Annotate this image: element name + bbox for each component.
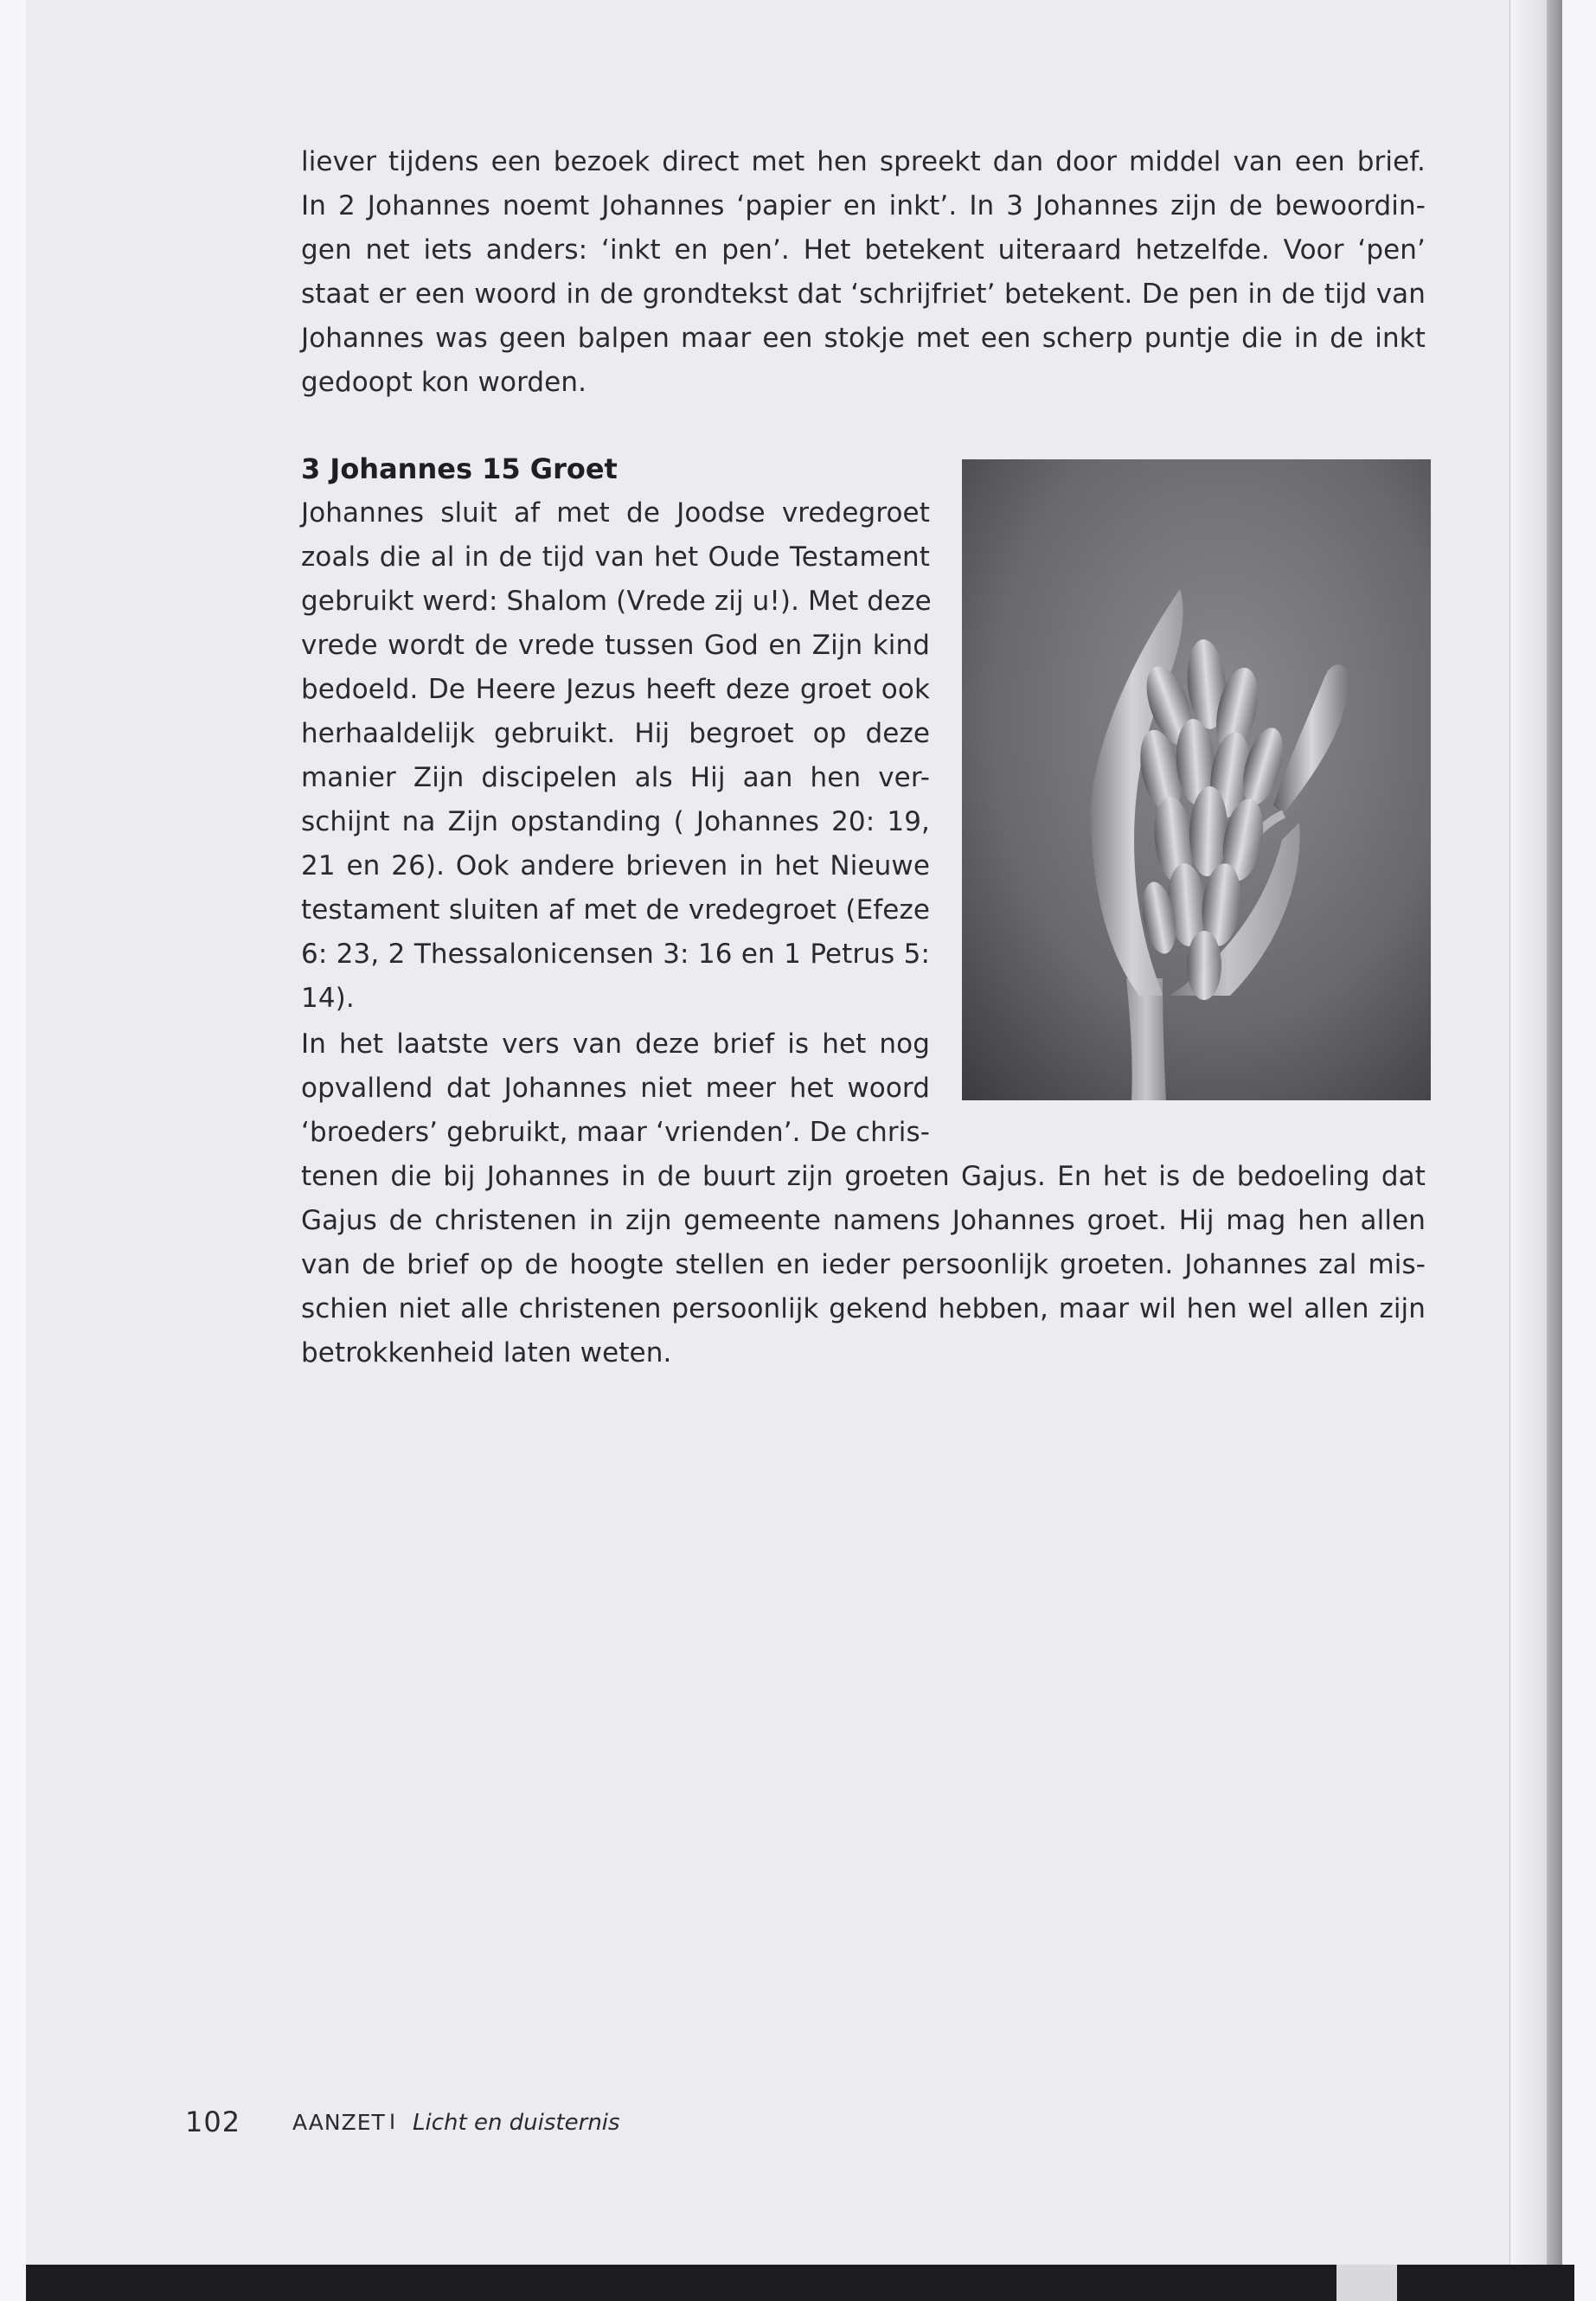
text-line: liever tijdens een bezoek direct met hen spreekt dan door middel van een brief.: [301, 146, 1426, 177]
text-line: Johannes was geen balpen maar een stokje met een scherp puntje die in de inkt: [301, 323, 1426, 354]
footer-separator: I: [389, 2110, 396, 2134]
flower-bud-illustration: [962, 459, 1431, 1100]
text-line: betrokkenheid laten weten.: [301, 1337, 672, 1368]
scan-bottom-marker: [1336, 2265, 1397, 2301]
text-line: Gajus de christenen in zijn gemeente namens Johannes groet. Hij mag hen allen: [301, 1205, 1426, 1236]
text-line: vrede wordt de vrede tussen God en Zijn kind: [301, 630, 930, 661]
text-line: zoals die al in de tijd van het Oude Testament: [301, 542, 930, 573]
text-line: testament sluiten af met de vredegroet (Efeze: [301, 894, 930, 926]
paragraph-friends-full: [301, 1155, 1426, 1375]
text-line: manier Zijn discipelen als Hij aan hen ver-: [301, 762, 930, 793]
text-line: 21 en 26). Ook andere brieven in het Nieuwe: [301, 850, 930, 881]
text-line: ‘broeders’ gebruikt, maar ‘vrienden’. De chris-: [301, 1117, 930, 1148]
text-line: gedoopt kon worden.: [301, 367, 587, 398]
text-line: Johannes sluit af met de Joodse vredegroet: [301, 497, 930, 529]
text-line: herhaaldelijk gebruikt. Hij begroet op deze: [301, 718, 930, 749]
paragraph-continuation: [301, 140, 1426, 405]
series-name: AANZET: [292, 2110, 386, 2135]
text-line: gen net iets anders: ‘inkt en pen’. Het betekent uiteraard hetzelfde. Voor ‘pen’: [301, 234, 1426, 266]
text-line: staat er een woord in de grondtekst dat ‘schrijfriet’ betekent. De pen in de tijd van: [301, 279, 1426, 310]
book-title: Licht en duisternis: [413, 2110, 620, 2136]
text-line: schien niet alle christenen persoonlijk gekend hebben, maar wil hen wel allen zijn: [301, 1293, 1426, 1324]
text-line: gebruikt werd: Shalom (Vrede zij u!). Met deze: [301, 586, 932, 617]
text-line: opvallend dat Johannes niet meer het woord: [301, 1073, 930, 1104]
book-spine: [1547, 0, 1562, 2265]
text-line: 14).: [301, 983, 355, 1014]
page-number: 102: [185, 2106, 241, 2138]
page-edge: [1509, 0, 1562, 2265]
paragraph-greeting: [301, 491, 930, 1021]
text-line: bedoeld. De Heere Jezus heeft deze groet ook: [301, 674, 930, 705]
flower-bud-photo: [962, 459, 1431, 1100]
text-line: In het laatste vers van deze brief is het nog: [301, 1029, 930, 1060]
text-line: 6: 23, 2 Thessalonicensen 3: 16 en 1 Petrus 5:: [301, 939, 930, 970]
section-heading: 3 Johannes 15 Groet: [301, 452, 618, 485]
text-line: tenen die bij Johannes in de buurt zijn groeten Gajus. En het is de bedoeling dat: [301, 1161, 1426, 1192]
text-line: schijnt na Zijn opstanding ( Johannes 20: 19,: [301, 806, 930, 837]
text-line: In 2 Johannes noemt Johannes ‘papier en inkt’. In 3 Johannes zijn de bewoordin-: [301, 190, 1426, 221]
text-line: van de brief op de hoogte stellen en ieder persoonlijk groeten. Johannes zal mis-: [301, 1249, 1426, 1280]
paragraph-friends-narrow: [301, 1022, 930, 1155]
